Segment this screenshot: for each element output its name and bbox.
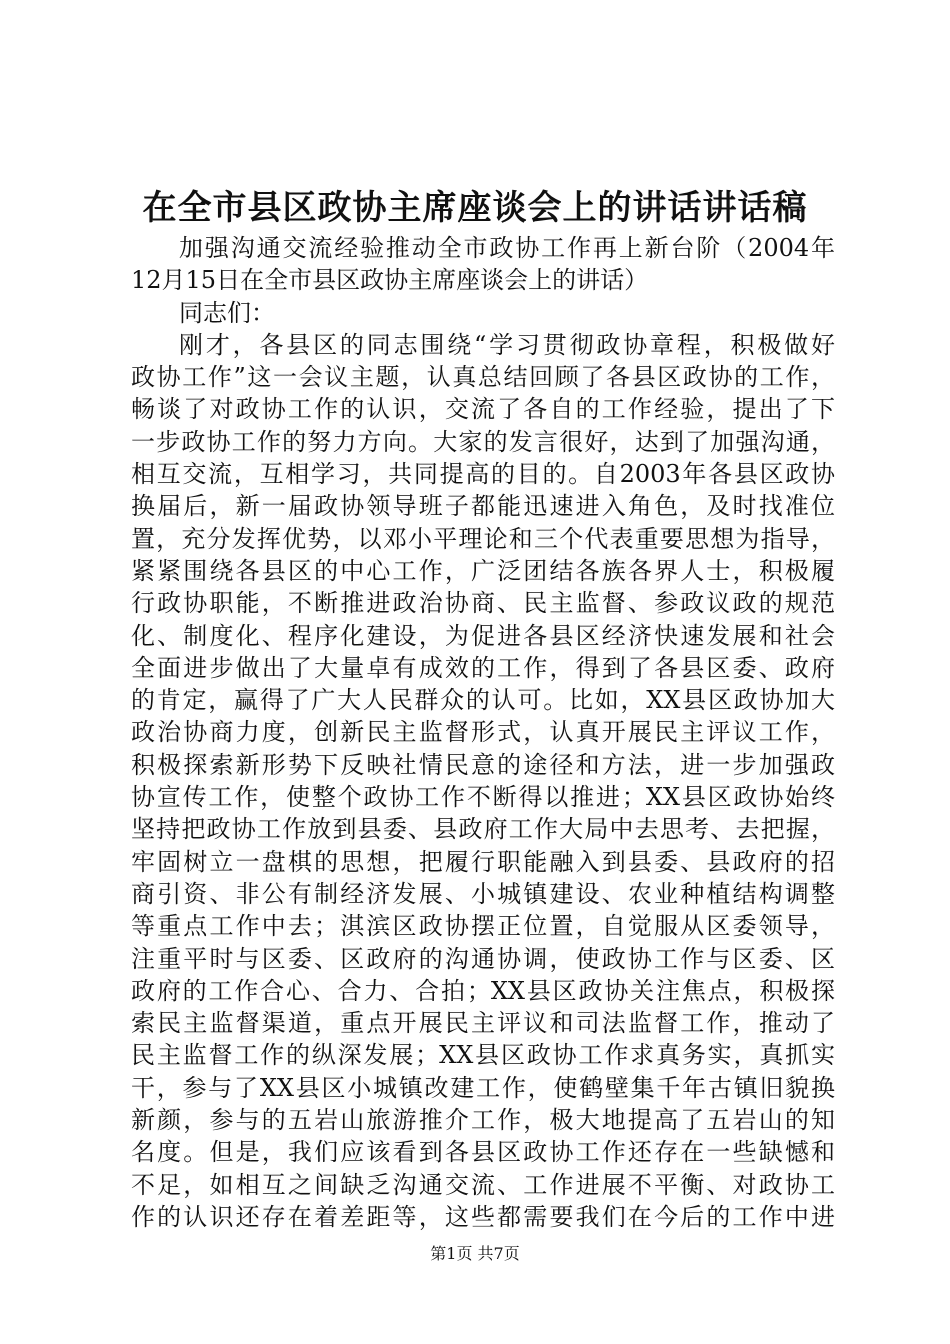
- subtitle-line-1: 加强沟通交流经验推动全市政协工作再上新台阶（2004年: [179, 234, 835, 262]
- document-title: 在全市县区政协主席座谈会上的讲话讲话稿: [142, 188, 808, 228]
- body-line: 索民主监督渠道，重点开展民主评议和司法监督工作，推动了: [131, 1009, 835, 1038]
- body-line: 行政协职能，不断推进政治协商、民主监督、参政议政的规范: [131, 589, 835, 618]
- body-line: 干，参与了XX县区小城镇改建工作，使鹤壁集千年古镇旧貌换: [131, 1073, 835, 1102]
- body-line: 换届后，新一届政协领导班子都能迅速进入角色，及时找准位: [131, 492, 835, 521]
- body-line: 政府的工作合心、合力、合拍；XX县区政协关注焦点，积极探: [131, 976, 835, 1005]
- body-line: 商引资、非公有制经济发展、小城镇建设、农业种植结构调整: [131, 879, 835, 908]
- salutation: 同志们：: [179, 298, 275, 327]
- body-line: 新颜，参与的五岩山旅游推介工作，极大地提高了五岩山的知: [131, 1106, 835, 1135]
- body-line: 名度。但是，我们应该看到各县区政协工作还存在一些缺憾和: [131, 1138, 835, 1167]
- body-line: 相互交流，互相学习，共同提高的目的。自2003年各县区政协: [131, 460, 835, 489]
- body-line: 紧紧围绕各县区的中心工作，广泛团结各族各界人士，积极履: [131, 556, 835, 585]
- body-line: 的肯定，赢得了广大人民群众的认可。比如，XX县区政协加大: [131, 686, 835, 715]
- page-number-footer: 第1页 共7页: [430, 1244, 520, 1263]
- body-line: 坚持把政协工作放到县委、县政府工作大局中去思考、去把握，: [131, 815, 835, 844]
- body-line: 积极探索新形势下反映社情民意的途径和方法，进一步加强政: [131, 750, 835, 779]
- document-body: [131, 232, 835, 1233]
- body-line: 政协工作”这一会议主题，认真总结回顾了各县区政协的工作，: [131, 363, 835, 392]
- body-line: 牢固树立一盘棋的思想，把履行职能融入到县委、县政府的招: [131, 847, 835, 876]
- body-line: 注重平时与区委、区政府的沟通协调，使政协工作与区委、区: [131, 944, 835, 973]
- body-line: 全面进步做出了大量卓有成效的工作，得到了各县区委、政府: [131, 653, 835, 682]
- subtitle-line-2: 12月15日在全市县区政协主席座谈会上的讲话）: [131, 266, 649, 295]
- body-line: 协宣传工作，使整个政协工作不断得以推进；XX县区政协始终: [131, 783, 835, 812]
- body-line: 民主监督工作的纵深发展；XX县区政协工作求真务实，真抓实: [131, 1041, 835, 1070]
- body-line: 不足，如相互之间缺乏沟通交流、工作进展不平衡、对政协工: [131, 1170, 835, 1199]
- body-line: 一步政协工作的努力方向。大家的发言很好，达到了加强沟通，: [131, 427, 835, 456]
- body-line: 化、制度化、程序化建设，为促进各县区经济快速发展和社会: [131, 621, 835, 650]
- body-line: 等重点工作中去；淇滨区政协摆正位置，自觉服从区委领导，: [131, 912, 835, 941]
- body-line: 置，充分发挥优势，以邓小平理论和三个代表重要思想为指导，: [131, 524, 835, 553]
- body-line: 畅谈了对政协工作的认识，交流了各自的工作经验，提出了下: [131, 395, 835, 424]
- body-line: 作的认识还存在着差距等，这些都需要我们在今后的工作中进: [131, 1202, 835, 1231]
- body-line: 刚才，各县区的同志围绕“学习贯彻政协章程，积极做好: [179, 330, 835, 359]
- body-line: 政治协商力度，创新民主监督形式，认真开展民主评议工作，: [131, 718, 835, 747]
